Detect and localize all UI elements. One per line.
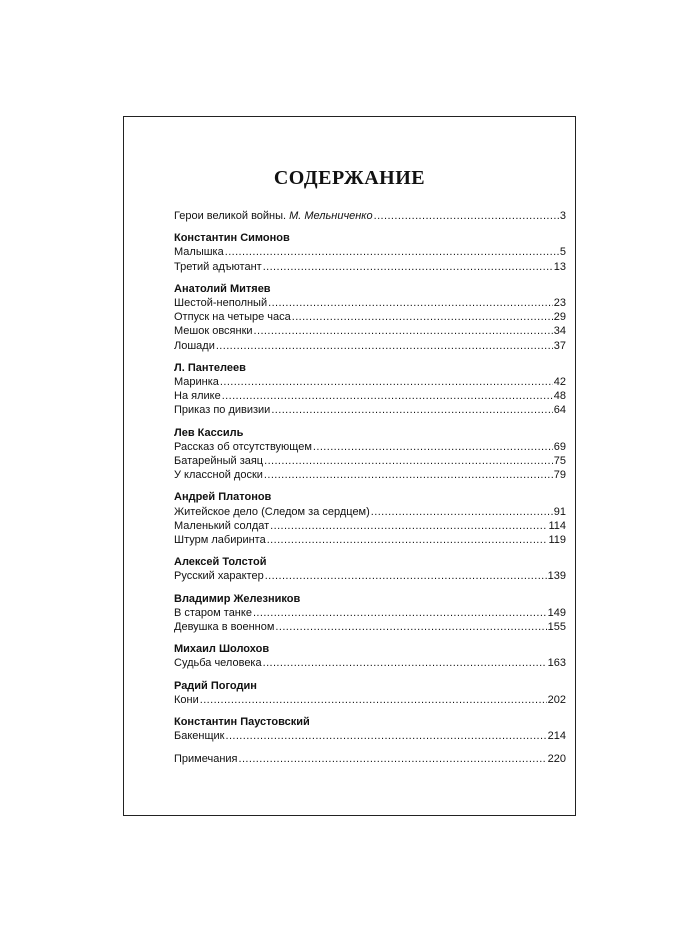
- page-number: 75: [553, 455, 566, 468]
- page-number: 3: [559, 210, 566, 222]
- entry-author: М. Мельниченко: [289, 210, 373, 222]
- page-number: 69: [553, 440, 566, 453]
- toc-entry[interactable]: [174, 310, 566, 324]
- toc-entry[interactable]: [174, 569, 566, 583]
- entry-title: Маленький солдат: [174, 519, 270, 532]
- dot-leader: [225, 729, 546, 743]
- toc-entry[interactable]: [174, 454, 566, 468]
- page-number: 48: [553, 390, 566, 403]
- page-number: 23: [553, 297, 566, 310]
- dot-leader: [292, 310, 553, 324]
- author-heading: Л. Пантелеев: [174, 361, 246, 374]
- entry-title: Третий адъютант: [174, 260, 262, 273]
- page-number: 13: [553, 260, 566, 273]
- entry-title: Девушка в военном: [174, 621, 275, 634]
- toc-entry-notes[interactable]: [174, 752, 566, 766]
- page-number: 64: [553, 404, 566, 417]
- page-number: 34: [553, 325, 566, 338]
- dot-leader: [254, 324, 553, 338]
- page-number: 139: [547, 570, 566, 583]
- entry-title: Герои великой войны.: [174, 210, 287, 222]
- dot-leader: [200, 693, 547, 707]
- entry-title: Штурм лабиринта: [174, 534, 266, 547]
- entry-title: Кони: [174, 693, 199, 706]
- entry-title: Бакенщик: [174, 730, 225, 743]
- spacer: [174, 744, 566, 752]
- page-number: 79: [553, 469, 566, 482]
- dot-leader: [263, 656, 547, 670]
- page-title: СОДЕРЖАНИЕ: [273, 167, 426, 189]
- entry-title: Судьба человека: [174, 657, 262, 670]
- toc-entry[interactable]: [174, 245, 566, 259]
- dot-leader: [270, 519, 547, 533]
- dot-leader: [374, 209, 559, 223]
- page-number: 29: [553, 311, 566, 324]
- toc-entry[interactable]: [174, 440, 566, 454]
- entry-title: На ялике: [174, 390, 221, 403]
- toc-entry[interactable]: [174, 606, 566, 620]
- dot-leader: [263, 260, 553, 274]
- toc-entry[interactable]: [174, 729, 566, 743]
- toc-entry[interactable]: [174, 656, 566, 670]
- toc-entry[interactable]: [174, 389, 566, 403]
- author-heading: Лев Кассиль: [174, 426, 244, 439]
- entry-title: Житейское дело (Следом за сердцем): [174, 505, 370, 518]
- dot-leader: [371, 505, 553, 519]
- table-of-contents: [174, 209, 566, 766]
- entry-title: Приказ по дивизии: [174, 404, 271, 417]
- page-number: 149: [547, 606, 566, 619]
- toc-entry[interactable]: [174, 533, 566, 547]
- toc-entry[interactable]: [174, 505, 566, 519]
- dot-leader: [268, 296, 553, 310]
- entry-title: Лошади: [174, 339, 215, 352]
- entry-title: Шестой-неполный: [174, 297, 268, 310]
- author-heading: Анатолий Митяев: [174, 282, 271, 295]
- toc-entry[interactable]: [174, 403, 566, 417]
- entry-title: Мешок овсянки: [174, 325, 253, 338]
- dot-leader: [253, 606, 547, 620]
- dot-leader: [275, 620, 546, 634]
- dot-leader: [264, 468, 553, 482]
- toc-entry-intro[interactable]: [174, 209, 566, 223]
- page-number: 155: [547, 621, 566, 634]
- page-number: 114: [548, 519, 566, 532]
- entry-title: Русский характер: [174, 570, 264, 583]
- toc-entry[interactable]: [174, 468, 566, 482]
- entry-title: В старом танке: [174, 606, 252, 619]
- author-heading: Михаил Шолохов: [174, 643, 270, 656]
- page-number: 5: [559, 246, 566, 259]
- page-number: 119: [548, 534, 566, 547]
- entry-title: Примечания: [174, 752, 238, 765]
- page-number: 220: [547, 752, 566, 765]
- dot-leader: [265, 569, 547, 583]
- dot-leader: [216, 339, 553, 353]
- author-heading: Константин Симонов: [174, 232, 290, 245]
- dot-leader: [264, 454, 553, 468]
- author-heading: Андрей Платонов: [174, 491, 272, 504]
- dot-leader: [225, 245, 559, 259]
- toc-entry[interactable]: [174, 375, 566, 389]
- entry-title: Рассказ об отсутствующем: [174, 440, 312, 453]
- entry-title: Малышка: [174, 246, 224, 259]
- toc-entry[interactable]: [174, 339, 566, 353]
- author-heading: Владимир Железников: [174, 592, 301, 605]
- author-heading: Алексей Толстой: [174, 556, 267, 569]
- page-number: 163: [547, 657, 566, 670]
- entry-title: Маринка: [174, 376, 219, 389]
- page-number: 202: [547, 693, 566, 706]
- entry-title: У классной доски: [174, 469, 263, 482]
- dot-leader: [239, 752, 547, 766]
- dot-leader: [271, 403, 552, 417]
- dot-leader: [313, 440, 553, 454]
- toc-entry[interactable]: [174, 324, 566, 338]
- page-number: 214: [547, 730, 566, 743]
- page-frame: [123, 116, 576, 816]
- toc-entry[interactable]: [174, 260, 566, 274]
- toc-entry[interactable]: [174, 296, 566, 310]
- author-heading: Константин Паустовский: [174, 716, 310, 729]
- entry-title: Отпуск на четыре часа: [174, 311, 291, 324]
- toc-entry[interactable]: [174, 693, 566, 707]
- entry-title: Батарейный заяц: [174, 455, 264, 468]
- dot-leader: [220, 375, 553, 389]
- toc-entry[interactable]: [174, 620, 566, 634]
- dot-leader: [267, 533, 548, 547]
- page-number: 42: [553, 376, 566, 389]
- page-number: 91: [553, 505, 566, 518]
- toc-entry[interactable]: [174, 519, 566, 533]
- dot-leader: [222, 389, 553, 403]
- page-number: 37: [553, 339, 566, 352]
- author-heading: Радий Погодин: [174, 679, 257, 692]
